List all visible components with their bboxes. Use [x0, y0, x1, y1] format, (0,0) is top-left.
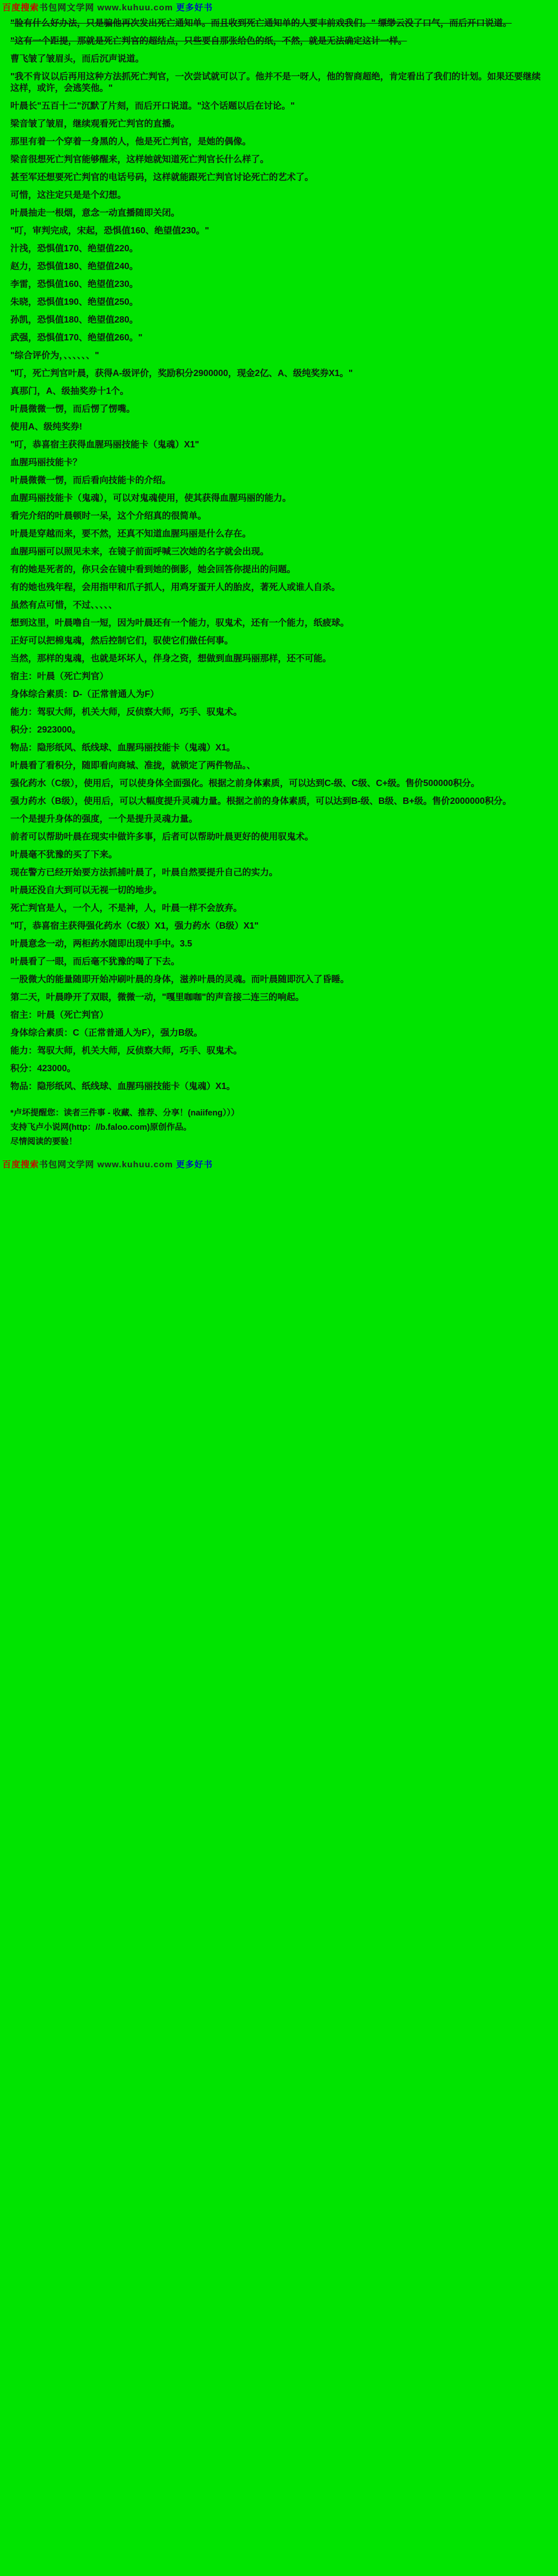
paragraph: 可惜，这注定只是是个幻想。 [10, 190, 127, 200]
bottom-watermark-url: www.kuhuu.com [97, 1160, 173, 1170]
paragraph: 有的她也残年程，会用指甲和爪子抓人，用鸡牙蛋开人的胎皮，著死人或谁人自杀。 [10, 582, 341, 592]
paragraph: "我不肯议以后再用这种方法抓死亡判官，一次尝试就可以了。他并不是一呀人，他的智商超绝，肯定看出了我们的计划。如果还要继续这样，或许，会逃笑他。" [10, 72, 541, 93]
paragraph: 叶晨微微一愣，而后看向技能卡的介绍。 [10, 476, 171, 485]
paragraph: 能力：驾驭大师，机关大师，反侦察大师，巧手、驭鬼术。 [10, 1046, 243, 1056]
paragraph: 甚至军还想要死亡判官的电话号码，这样就能跟死亡判官讨论死亡的艺术了。 [10, 172, 314, 182]
paragraph: 血腥玛丽可以照见未来，在镜子前面呼喊三次她的名字就会出现。 [10, 547, 269, 557]
paragraph: 前者可以帮助叶晨在现实中做许多事，后者可以帮助叶晨更好的使用驭鬼术。 [10, 832, 314, 842]
paragraph: 曹飞皱了皱眉头，而后沉声说道。 [10, 54, 144, 64]
bottom-watermark-search: 百度搜索 [2, 1160, 40, 1170]
paragraph: 叶晨意念一动，两柜药水随即出现中手中。3.5 [10, 939, 193, 949]
paragraph: "脸有什么好办法，只是骗他再次发出死亡通知单。而且收到死亡通知单的人要丰前戏我们。" 缥缈云没了口气，而后开口说道。 [10, 18, 512, 28]
top-watermark [0, 0, 558, 14]
paragraph: "叮，恭喜宿主获得血腥玛丽技能卡（鬼魂）X1" [10, 440, 200, 450]
paragraph: 孙凯，恐惧值180、绝望值280。 [10, 315, 139, 325]
top-watermark-site: 书包网文学网 [39, 3, 95, 13]
paragraph: 使用A、级纯奖券! [10, 422, 82, 432]
paragraph: 当然，那样的鬼魂，也就是坏坏人，伴身之资，想做到血腥玛丽那样，还不可能。 [10, 654, 332, 664]
paragraph: 那里有着一个穿着一身黑的人，他是死亡判官，是她的偶像。 [10, 137, 251, 147]
paragraph: 看完介绍的叶晨顿时一呆，这个介绍真的很简单。 [10, 511, 207, 521]
paragraph: 真那门，A、级抽奖券十1个。 [10, 386, 129, 396]
footer-notes [0, 1105, 558, 1155]
footer-line-2: 支持飞卢小说网(http：//b.faloo.com)原创作品。 [10, 1123, 192, 1132]
paragraph: 现在警方已经开始要方法抓捕叶晨了，叶晨自然要提升自己的实力。 [10, 868, 278, 877]
paragraph: 一个是提升身体的强度，一个是提升灵魂力量。 [10, 814, 198, 824]
paragraph: 梁音皱了皱眉，继续观看死亡判官的直播。 [10, 119, 180, 129]
paragraph: 身体综合素质：D-（正常普通人为F） [10, 689, 159, 699]
paragraph: 积分：423000。 [10, 1064, 76, 1074]
paragraph: 朱晓，恐惧值190、绝望值250。 [10, 297, 139, 307]
paragraph: 叶晨抽走一根烟，意念一动直播随即关闭。 [10, 208, 180, 218]
paragraph: 叶晨还没自大到可以无视一切的地步。 [10, 885, 162, 895]
paragraph: 第二天，叶晨睁开了双眼，微微一动，"嘎里咖咖"的声音接二连三的响起。 [10, 992, 304, 1002]
paragraph: 一股微大的能量随即开始冲刷叶晨的身体，滋养叶晨的灵魂。而叶晨随即沉入了昏睡。 [10, 975, 350, 984]
paragraph: 赵力，恐惧值180、绝望值240。 [10, 262, 139, 271]
paragraph: 叶晨看了看积分，随即看向商城、准拢，就锁定了两件物品。、 [10, 761, 256, 770]
paragraph: 叶晨看了一眼，而后毫不犹豫的喝了下去。 [10, 957, 180, 967]
footer-line-1: *卢坏提醒您：读者三件事 - 收藏、推荐、分享！(naiifeng））） [10, 1109, 239, 1118]
top-watermark-url: www.kuhuu.com [97, 3, 173, 13]
paragraph: 正好可以把棉鬼魂，然后控制它们，驭使它们做任何事。 [10, 636, 234, 646]
paragraph: 宿主：叶晨（死亡判官） [10, 1010, 109, 1020]
footer-line-3: 尽情阅读的要验！ [10, 1137, 77, 1147]
paragraph: "叮，恭喜宿主获得强化药水（C级）X1，强力药水（B级）X1" [10, 921, 259, 931]
novel-page [0, 0, 558, 1171]
paragraph: 汁浅，恐惧值170、绝望值220。 [10, 244, 139, 254]
paragraph: 强力药水（B级），使用后，可以大幅度提升灵魂力量。根据之前的身体素质，可以达到B-级、B级、B+级。售价2000000积分。 [10, 796, 512, 806]
paragraph: "叮，审判完成，宋起，恐惧值160、绝望值230。" [10, 226, 209, 236]
paragraph: 物品：隐形纸风、纸线球、血腥玛丽技能卡（鬼魂）X1。 [10, 743, 235, 753]
top-watermark-search: 百度搜索 [2, 3, 40, 13]
paragraph: 虽然有点可惜，不过、、、、、 [10, 600, 118, 610]
top-watermark-more: 更多好书 [176, 3, 213, 13]
paragraph: 物品：隐形纸风、纸线球、血腥玛丽技能卡（鬼魂）X1。 [10, 1082, 235, 1091]
paragraph: 身体综合素质：C（正常普通人为F），强力B级。 [10, 1028, 203, 1038]
paragraph: 血腥玛丽技能卡（鬼魂），可以对鬼魂使用，使其获得血腥玛丽的能力。 [10, 493, 292, 503]
paragraph: 宿主：叶晨（死亡判官） [10, 672, 109, 681]
paragraph: 武强，恐惧值170、绝望值260。" [10, 333, 143, 343]
paragraph: 叶晨微微一愣，而后愣了愣嘴。 [10, 404, 136, 414]
paragraph: 血腥玛丽技能卡？ [10, 458, 82, 467]
bottom-watermark [0, 1157, 558, 1171]
paragraph: 想到这里，叶晨噜自一短，因为叶晨还有一个能力，驭鬼术，还有一个能力，纸疲球。 [10, 618, 350, 628]
bottom-watermark-site: 书包网文学网 [39, 1160, 95, 1170]
paragraph: 强化药水（C级），使用后，可以使身体全面强化。根据之前身体素质，可以达到C-级、C级、C+级。售价500000积分。 [10, 779, 480, 788]
paragraph: 死亡判官是人，一个人，不是神，人，叶晨一样不会放弃。 [10, 903, 243, 913]
paragraph: "叮，死亡判官叶晨，获得A-级评价，奖励积分2900000，现金2亿、A、级纯奖券X1。" [10, 369, 353, 378]
paragraph: "这有一个距提，那就是死亡判官的超结点，只些要自那张给色的纸，不然，就是无法确定这计一样。 [10, 36, 407, 46]
paragraph: 积分：2923000。 [10, 725, 81, 735]
paragraph: "综合评价为，、、、、、、" [10, 351, 100, 361]
paragraph: 叶晨长"五百十二"沉默了片刻，而后开口说道。"这个话题以后在讨论。" [10, 101, 295, 111]
paragraph: 能力：驾驭大师，机关大师，反侦察大师，巧手、驭鬼术。 [10, 707, 243, 717]
chapter-body [0, 14, 558, 1102]
paragraph: 李雷，恐惧值160、绝望值230。 [10, 279, 139, 289]
paragraph: 梁音很想死亡判官能够醒来，这样她就知道死亡判官长什么样了。 [10, 155, 269, 164]
paragraph: 有的她是死者的，你只会在镜中看到她的倒影，她会回答你提出的问题。 [10, 565, 296, 574]
bottom-watermark-more: 更多好书 [176, 1160, 213, 1170]
paragraph: 叶晨是穿越而来，要不然，还真不知道血腥玛丽是什么存在。 [10, 529, 251, 539]
paragraph: 叶晨毫不犹豫的买了下来。 [10, 850, 118, 860]
